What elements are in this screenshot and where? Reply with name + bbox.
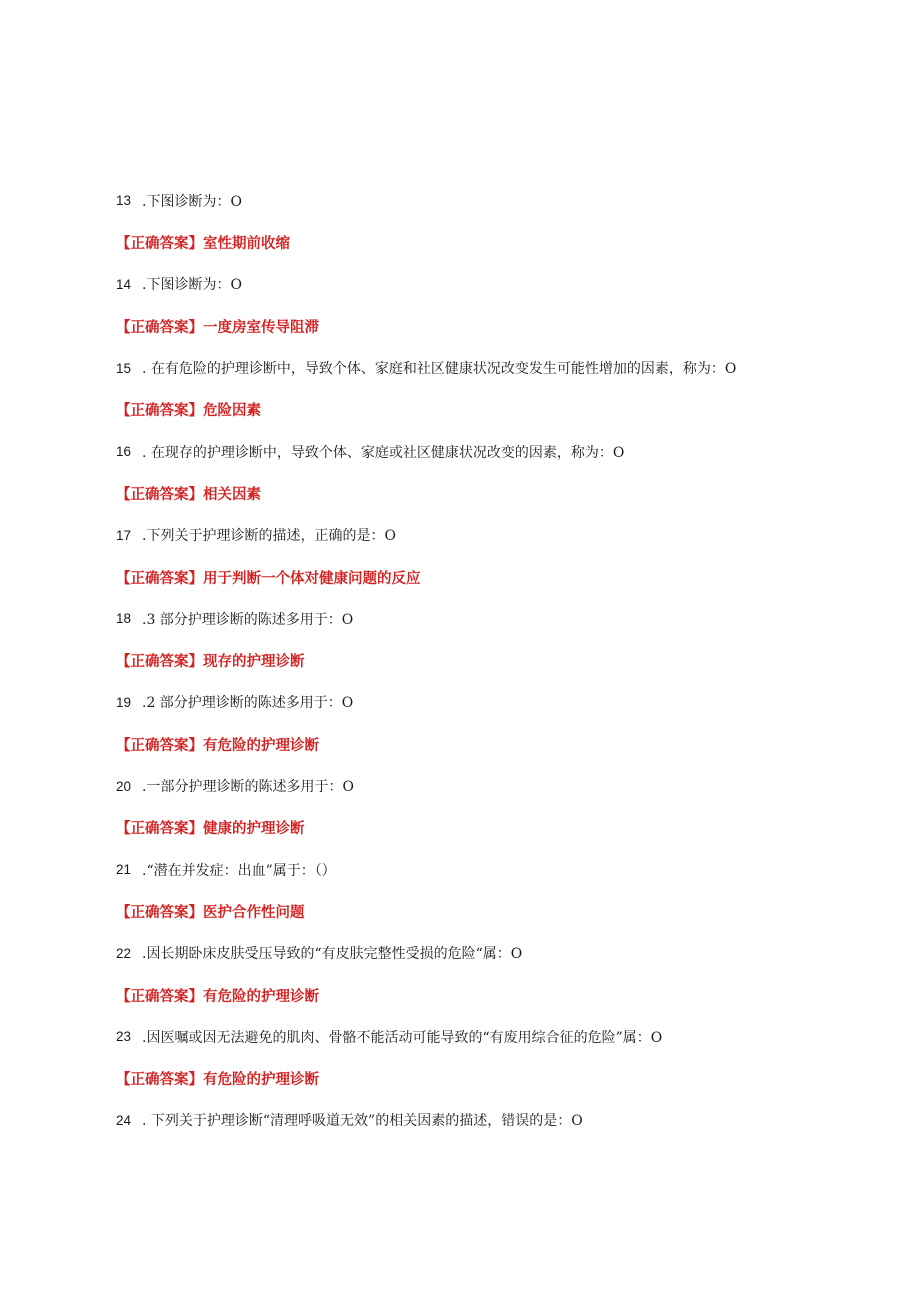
question-item — [116, 514, 896, 556]
question-number: 19 — [116, 694, 132, 710]
question-number: 13 — [116, 193, 132, 209]
question-number: 24 — [116, 1112, 132, 1128]
question-item — [116, 431, 896, 473]
question-text: .下图诊断为：O — [142, 277, 242, 294]
question-number: 14 — [116, 276, 132, 292]
question-number: 20 — [116, 778, 132, 794]
question-item — [116, 264, 896, 306]
answer-item: 【正确答案】用于判断一个体对健康问题的反应 — [116, 570, 421, 587]
answer-item: 【正确答案】一度房室传导阻滞 — [116, 319, 319, 336]
question-text: .一部分护理诊断的陈述多用于：O — [142, 779, 354, 796]
answer-item: 【正确答案】有危险的护理诊断 — [116, 737, 319, 754]
question-text: .3 部分护理诊断的陈述多用于：O — [142, 611, 354, 628]
question-text: .因长期卧床皮肤受压导致的“有皮肤完整性受损的危险“属：O — [142, 946, 523, 963]
question-item — [116, 598, 896, 640]
answer-item: 【正确答案】有危险的护理诊断 — [116, 988, 319, 1005]
question-text: .下列关于护理诊断的描述，正确的是：O — [142, 528, 396, 545]
answer-item: 【正确答案】医护合作性问题 — [116, 904, 305, 921]
answer-item: 【正确答案】危险因素 — [116, 403, 261, 420]
question-text: . 在有危险的护理诊断中，导致个体、家庭和社区健康状况改变发生可能性增加的因素，称为：O — [142, 361, 737, 378]
question-item — [116, 1016, 896, 1058]
answer-item: 【正确答案】现存的护理诊断 — [116, 654, 305, 671]
question-item — [116, 849, 896, 891]
question-item — [116, 347, 896, 389]
question-number: 18 — [116, 611, 132, 627]
question-number: 23 — [116, 1029, 132, 1045]
question-number: 21 — [116, 862, 132, 878]
question-text: . 下列关于护理诊断“清理呼吸道无效”的相关因素的描述，错误的是：O — [142, 1113, 583, 1130]
question-number: 16 — [116, 444, 132, 460]
question-number: 22 — [116, 945, 132, 961]
answer-item: 【正确答案】健康的护理诊断 — [116, 821, 305, 838]
question-text: . 在现存的护理诊断中，导致个体、家庭或社区健康状况改变的因素，称为：O — [142, 444, 625, 461]
answer-item: 【正确答案】有危险的护理诊断 — [116, 1072, 319, 1089]
question-text: .“潜在并发症：出血”属于：（） — [142, 862, 336, 879]
answer-item: 【正确答案】相关因素 — [116, 486, 261, 503]
question-number: 15 — [116, 360, 132, 376]
question-item — [116, 1100, 896, 1142]
question-answer-list — [116, 180, 896, 1141]
question-item — [116, 682, 896, 724]
answer-item: 【正确答案】室性期前收缩 — [116, 236, 290, 253]
question-item — [116, 932, 896, 974]
question-item — [116, 180, 896, 222]
question-text: .因医嘱或因无法避免的肌肉、骨骼不能活动可能导致的“有废用综合征的危险”属：O — [142, 1029, 663, 1046]
question-number: 17 — [116, 527, 132, 543]
question-text: .下图诊断为：O — [142, 193, 242, 210]
question-item — [116, 765, 896, 807]
question-text: .2 部分护理诊断的陈述多用于：O — [142, 695, 354, 712]
